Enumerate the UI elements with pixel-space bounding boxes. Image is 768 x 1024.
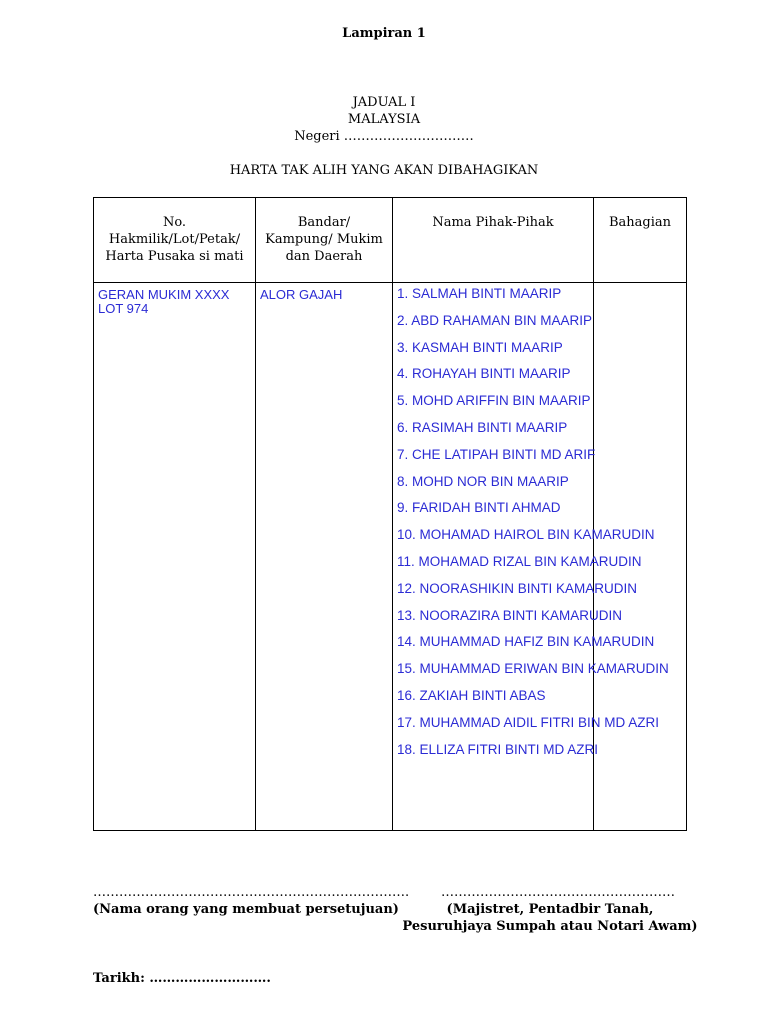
list-item: 8. MOHD NOR BIN MAARIP — [397, 473, 569, 489]
right-signature-label-line1: (Majistret, Pentadbir Tanah, — [446, 902, 654, 917]
list-item: 15. MUHAMMAD ERIWAN BIN KAMARUDIN — [397, 661, 669, 677]
list-item: 12. NOORASHIKIN BINTI KAMARUDIN — [397, 580, 638, 596]
col-header-bandar-line: Bandar/ — [297, 215, 351, 230]
list-item: 17. MUHAMMAD AIDIL FITRI BIN MD AZRI — [397, 714, 660, 730]
hakmilik-value: GERAN MUKIM XXXX LOT 974 — [98, 287, 230, 316]
col-header-hakmilik — [94, 198, 256, 283]
list-item: 13. NOORAZIRA BINTI KAMARUDIN — [397, 607, 623, 623]
list-item: 1. SALMAH BINTI MAARIP — [397, 286, 562, 301]
left-signature-line: ………………………………………………………………. — [93, 885, 410, 900]
party-names-list — [397, 287, 669, 769]
right-signature-line: ……………………………………………… — [441, 885, 675, 900]
col-header-hakmilik-line: No. — [162, 215, 187, 230]
col-header-nama-label: Nama Pihak-Pihak — [432, 215, 554, 230]
list-item: 7. CHE LATIPAH BINTI MD ARIF — [397, 446, 596, 462]
hakmilik-cell — [94, 283, 256, 831]
lampiran-label: Lampiran 1 — [342, 26, 426, 41]
col-header-bahagian — [594, 198, 687, 283]
country-title: MALAYSIA — [347, 112, 421, 127]
right-signature-label-line2: Pesuruhjaya Sumpah atau Notari Awam) — [402, 919, 698, 934]
list-item: 18. ELLIZA FITRI BINTI MD AZRI — [397, 741, 599, 757]
negeri-field: Negeri ………………………… — [294, 129, 474, 144]
bandar-cell — [256, 283, 393, 831]
col-header-hakmilik-line: Hakmilik/Lot/Petak/ — [108, 232, 241, 247]
date-field: Tarikh: ………………………. — [93, 971, 271, 986]
col-header-bandar-line: Kampung/ Mukim — [265, 232, 383, 247]
col-header-bandar — [256, 198, 393, 283]
list-item: 16. ZAKIAH BINTI ABAS — [397, 687, 546, 703]
col-header-nama — [393, 198, 594, 283]
col-header-hakmilik-line: Harta Pusaka si mati — [105, 249, 244, 264]
document-heading: HARTA TAK ALIH YANG AKAN DIBAHAGIKAN — [229, 163, 539, 178]
list-item: 11. MOHAMAD RIZAL BIN KAMARUDIN — [397, 553, 642, 569]
list-item: 4. ROHAYAH BINTI MAARIP — [397, 366, 571, 382]
left-signature-label: (Nama orang yang membuat persetujuan) — [93, 902, 399, 917]
list-item: 3. KASMAH BINTI MAARIP — [397, 339, 563, 355]
list-item: 5. MOHD ARIFFIN BIN MAARIP — [397, 393, 591, 409]
list-item: 2. ABD RAHAMAN BIN MAARIP — [397, 312, 593, 328]
table-header-row — [94, 198, 687, 283]
col-header-bahagian-label: Bahagian — [608, 215, 672, 230]
jadual-title: JADUAL I — [352, 95, 416, 110]
list-item: 14. MUHAMMAD HAFIZ BIN KAMARUDIN — [397, 634, 655, 650]
bandar-value: ALOR GAJAH — [260, 287, 343, 302]
list-item: 9. FARIDAH BINTI AHMAD — [397, 500, 561, 516]
list-item: 6. RASIMAH BINTI MAARIP — [397, 419, 568, 435]
col-header-bandar-line: dan Daerah — [285, 249, 363, 264]
list-item: 10. MOHAMAD HAIROL BIN KAMARUDIN — [397, 527, 655, 543]
